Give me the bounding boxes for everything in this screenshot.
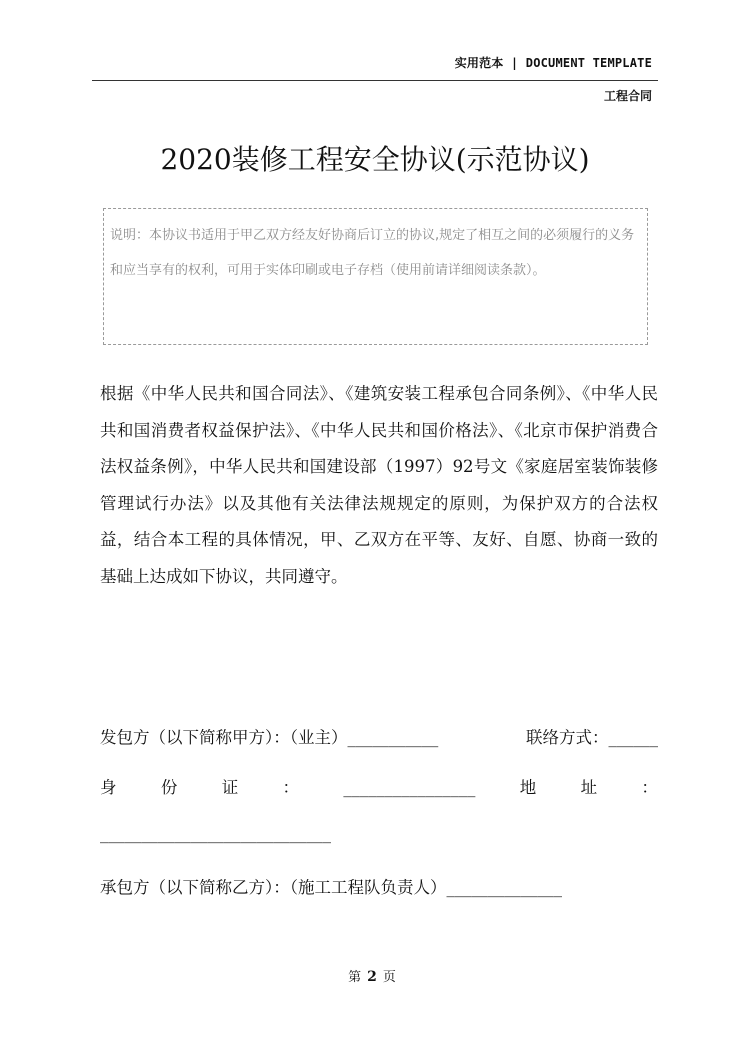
notice-text: 说明：本协议书适用于甲乙双方经友好协商后订立的协议,规定了相互之间的必须履行的义务和应当享有的权利，可用于实体印刷或电子存档（使用前请详细阅读条款）。 [110, 228, 635, 278]
document-title: 2020装修工程安全协议(示范协议) [160, 143, 590, 176]
party-a-row [100, 724, 658, 748]
address-blank-row [100, 824, 658, 843]
page-footer [0, 966, 744, 985]
address-char-1: 地 [519, 778, 537, 797]
id-char-4: ： [282, 778, 300, 797]
address-char-3: ： [641, 778, 658, 797]
id-address-row [100, 774, 658, 798]
party-a-label: 发包方（以下简称甲方）：（业主）___________ [100, 728, 439, 747]
body-paragraph: 根据《中华人民共和国合同法》、《建筑安装工程承包合同条例》、《中华人民共和国消费者权益保护法》、《中华人民共和国价格法》、《北京市保护消费合法权益条例》，中华人民共和国建设部（1997）92号文《家庭居室装饰装修管理试行办法》以及其他有关法律法规规定的原则，为保护双方的合法权益，结合本工程的具体情况，甲、乙双方在平等、友好、自愿、协商一致的基础上达成如下协议，共同遵守。 [100, 384, 658, 586]
address-char-2: 址 [580, 778, 598, 797]
id-char-1: 身 [100, 778, 117, 797]
id-char-2: 份 [160, 778, 178, 797]
party-b-row [100, 874, 658, 898]
footer-suffix: 页 [382, 970, 396, 985]
page-number: 2 [367, 969, 377, 985]
header-divider [92, 80, 658, 81]
id-blank: ________________ [343, 778, 476, 797]
footer-prefix: 第 [348, 970, 362, 985]
party-b-label: 承包方（以下简称乙方）：（施工工程队负责人）______________ [100, 878, 562, 897]
id-char-3: 证 [221, 778, 239, 797]
header-category: 工程合同 [603, 89, 652, 103]
header-brand: 实用范本 | DOCUMENT TEMPLATE [454, 56, 652, 70]
address-blank: ____________________________ [100, 824, 331, 843]
notice-box [103, 208, 648, 345]
contact-label: 联络方式：______ [526, 728, 658, 747]
